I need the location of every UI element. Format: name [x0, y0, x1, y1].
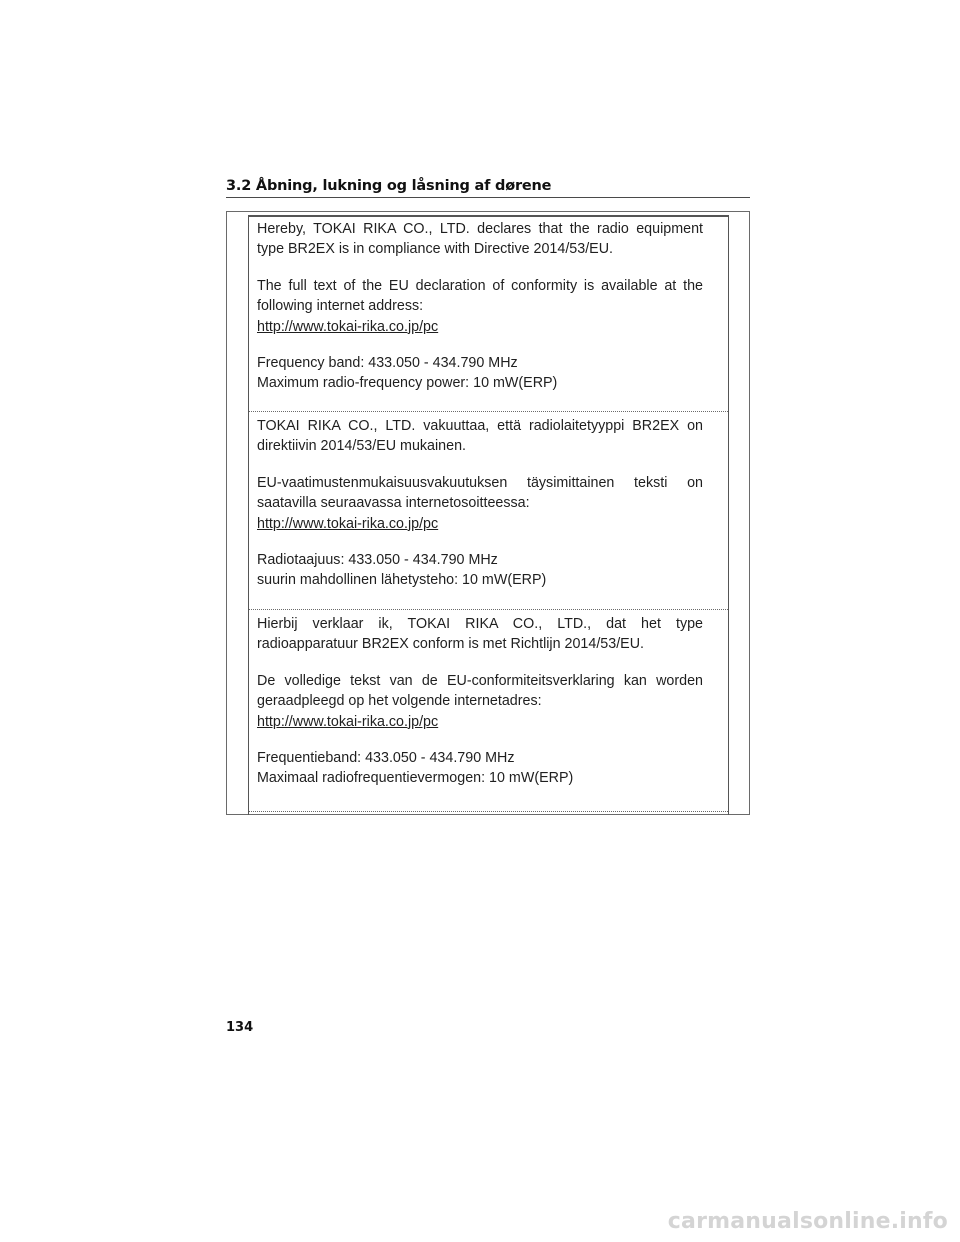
declaration-block-dutch: [257, 614, 703, 789]
declaration-statement: Hereby, TOKAI RIKA CO., LTD. declares that the radio equipment type BR2EX is in compliance with Directive 2014/53/EU.: [257, 221, 703, 258]
block-separator: [249, 411, 728, 412]
declaration-block-finnish: [257, 416, 703, 591]
declaration-availability: De volledige tekst van de EU-conformiteitsverklaring kan worden geraadpleegd op het volgende internetadres:: [257, 672, 703, 710]
max-power: Maximaal radiofrequentievermogen: 10 mW(ERP): [257, 770, 574, 787]
block-separator: [249, 609, 728, 610]
watermark: carmanualsonline.info: [667, 1209, 948, 1234]
declaration-link[interactable]: http://www.tokai-rika.co.jp/pc: [257, 713, 439, 730]
max-power: Maximum radio-frequency power: 10 mW(ERP): [257, 375, 558, 392]
page-number: 134: [226, 1020, 254, 1035]
declaration-availability: EU-vaatimustenmukaisuusvakuutuksen täysimittainen teksti on saatavilla seuraavassa internetosoitteessa:: [257, 474, 703, 512]
max-power: suurin mahdollinen lähetysteho: 10 mW(ERP): [257, 572, 547, 589]
frequency-band: Frequency band: 433.050 - 434.790 MHz: [257, 355, 518, 372]
frequency-band: Frequentieband: 433.050 - 434.790 MHz: [257, 750, 515, 767]
section-title: 3.2 Åbning, lukning og låsning af dørene: [226, 178, 750, 198]
frequency-band: Radiotaajuus: 433.050 - 434.790 MHz: [257, 552, 498, 569]
declaration-link[interactable]: http://www.tokai-rika.co.jp/pc: [257, 318, 439, 335]
declaration-statement: Hierbij verklaar ik, TOKAI RIKA CO., LTD., dat het type radioapparatuur BR2EX conform is met Richtlijn 2014/53/EU.: [257, 616, 703, 653]
declaration-statement: TOKAI RIKA CO., LTD. vakuuttaa, että radiolaitetyyppi BR2EX on direktiivin 2014/53/EU mukainen.: [257, 418, 703, 455]
declaration-block-english: [257, 219, 703, 394]
declaration-link[interactable]: http://www.tokai-rika.co.jp/pc: [257, 515, 439, 532]
declaration-availability: The full text of the EU declaration of conformity is available at the following internet address:: [257, 277, 703, 315]
